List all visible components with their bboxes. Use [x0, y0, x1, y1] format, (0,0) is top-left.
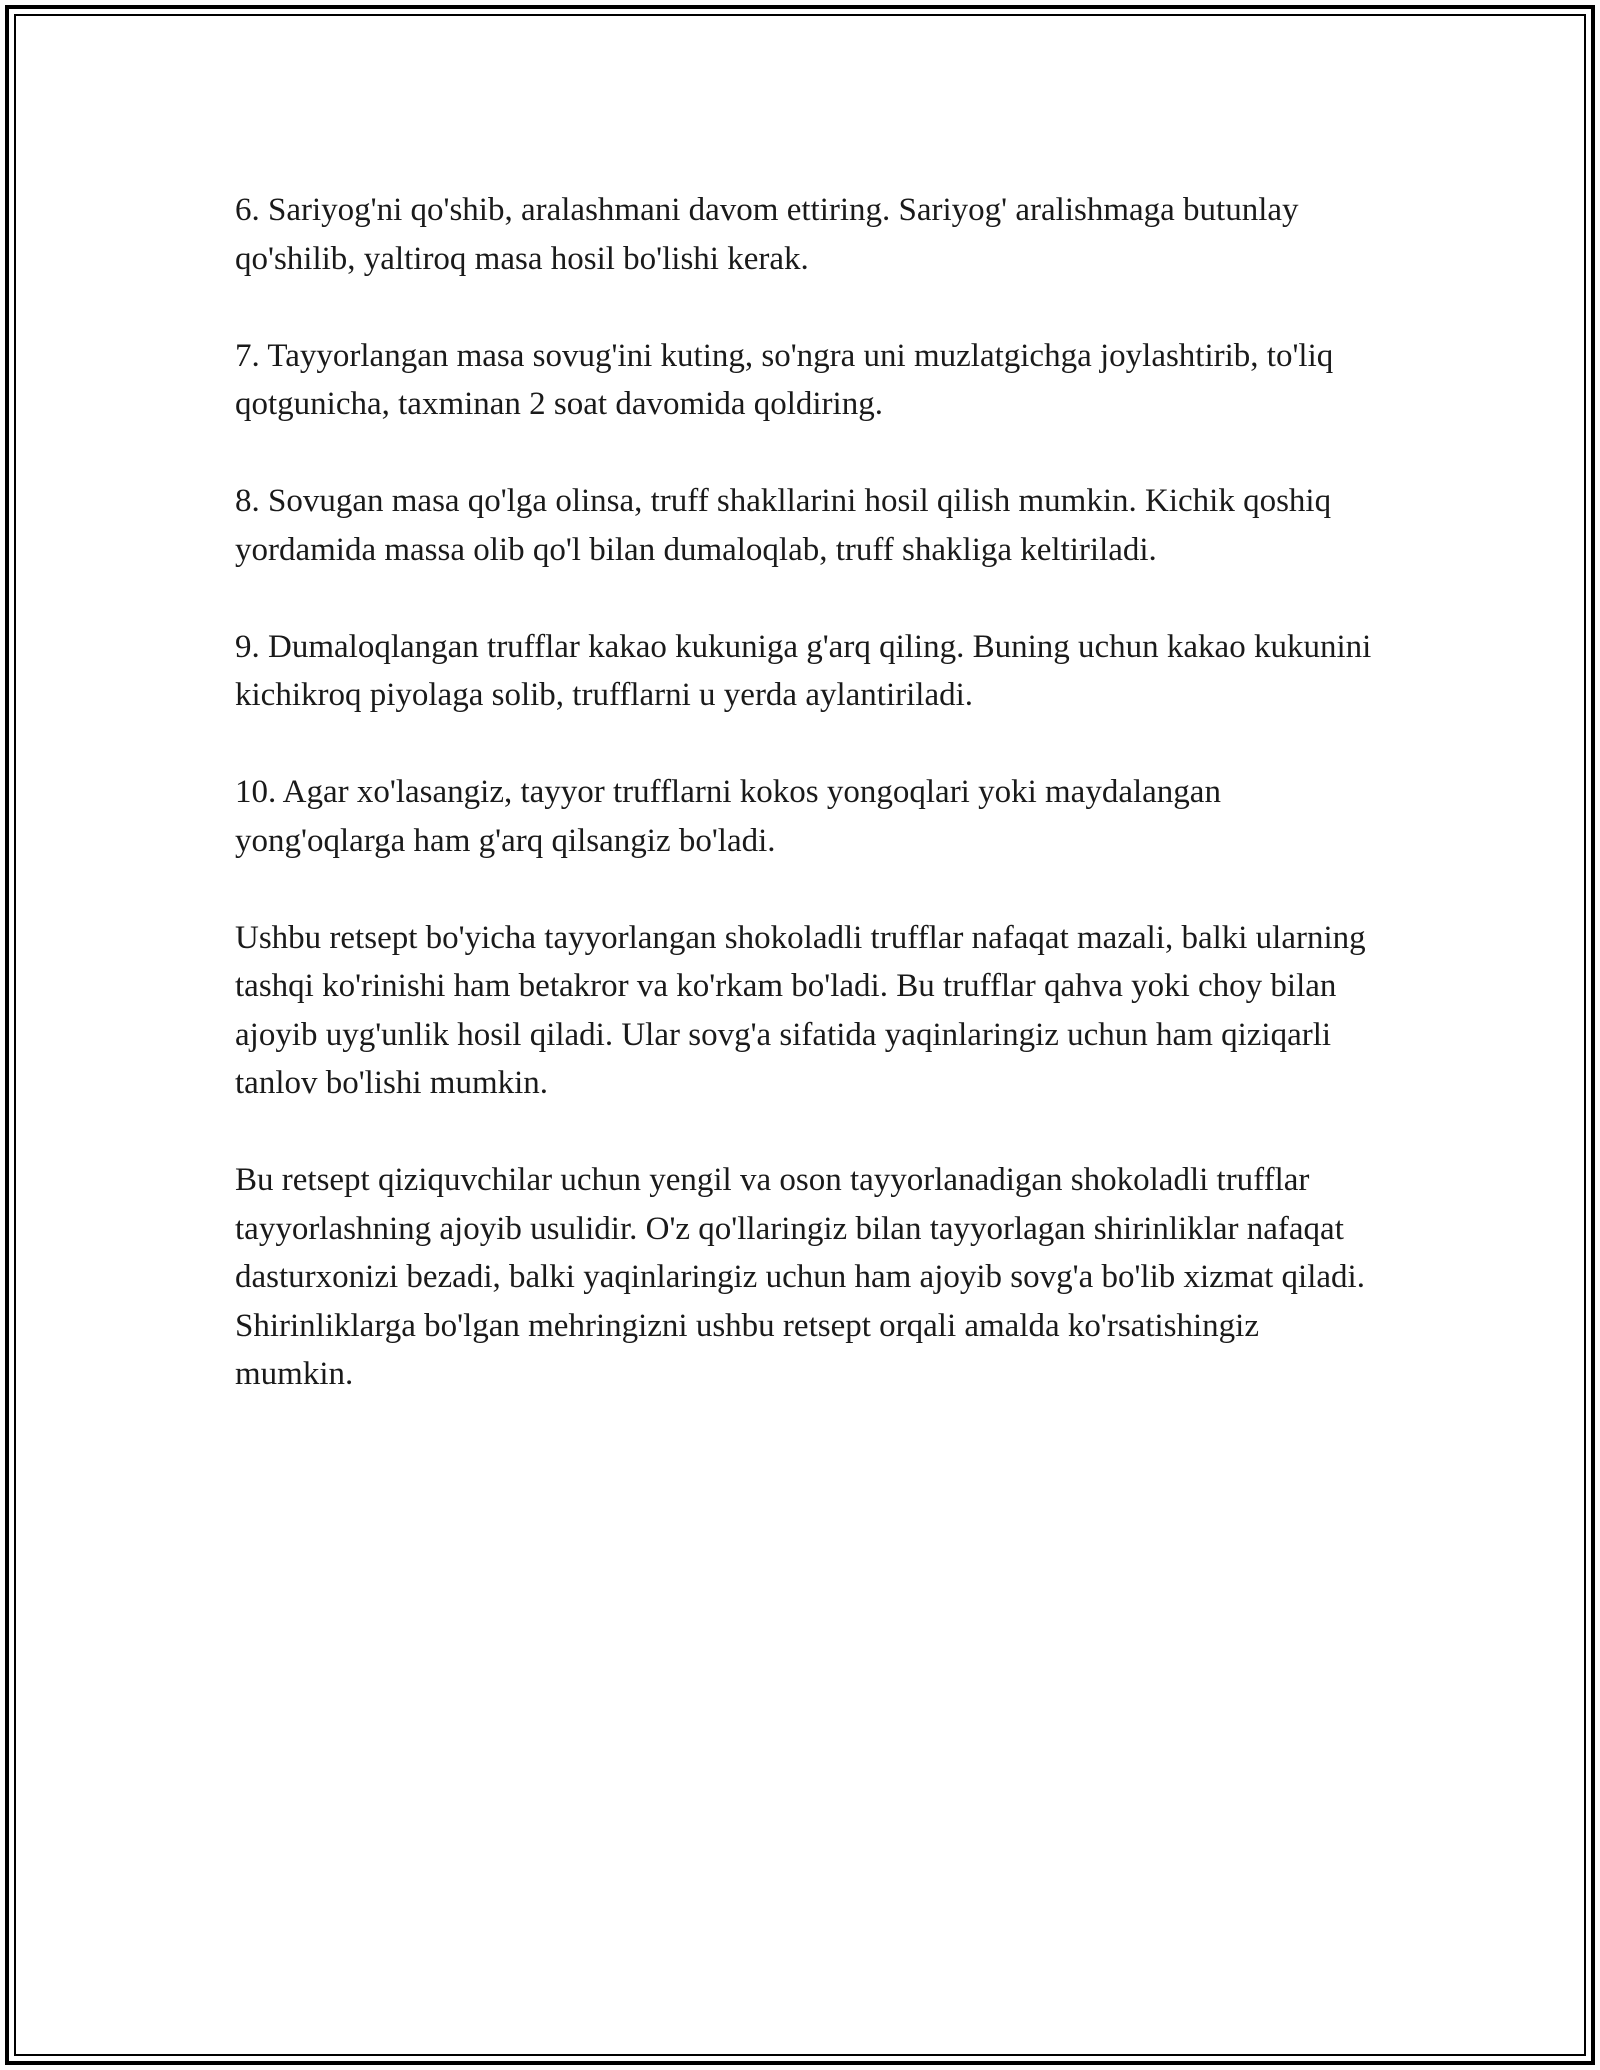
paragraph-step-10: 10. Agar xo'lasangiz, tayyor trufflarni kokos yongoqlari yoki maydalangan yong'oqlarga ham g'arq qilsangiz bo'ladi. — [235, 774, 1221, 859]
paragraph-summary: Ushbu retsept bo'yicha tayyorlangan shokoladli trufflar nafaqat mazali, balki ularning tashqi ko'rinishi ham betakror va ko'rkam bo'ladi. Bu trufflar qahva yoki choy bilan ajoyib uyg'unlik hosil qiladi. Ular sovg'a sifatida yaqinlaringiz uchun ham qiziqarli tanlov bo'lishi mumkin. — [235, 919, 1366, 1101]
paragraph-step-7: 7. Tayyorlangan masa sovug'ini kuting, so'ngra uni muzlatgichga joylashtirib, to'liq qotgunicha, taxminan 2 soat davomida qoldiring. — [235, 337, 1334, 422]
paragraph-step-8: 8. Sovugan masa qo'lga olinsa, truff shakllarini hosil qilish mumkin. Kichik qoshiq yordamida massa olib qo'l bilan dumaloqlab, truff shakliga keltiriladi. — [235, 483, 1332, 568]
paragraph-step-9: 9. Dumaloqlangan trufflar kakao kukuniga g'arq qiling. Buning uchun kakao kukunini kichikroq piyolaga solib, trufflarni u yerda aylantiriladi. — [235, 628, 1372, 713]
paragraph-conclusion: Bu retsept qiziquvchilar uchun yengil va oson tayyorlanadigan shokoladli trufflar tayyorlashning ajoyib usulidir. O'z qo'llaringiz bilan tayyorlagan shirinliklar nafaqat dasturxonizi bezadi, balki yaqinlaringiz uchun ham ajoyib sovg'a bo'lib xizmat qiladi. Shirinliklarga bo'lgan mehringizni ushbu retsept orqali amalda ko'rsatishingiz mumkin. — [235, 1162, 1365, 1392]
paragraph-step-6: 6. Sariyog'ni qo'shib, aralashmani davom ettiring. Sariyog' aralishmaga butunlay qo'shilib, yaltiroq masa hosil bo'lishi kerak. — [235, 192, 1299, 277]
document-body — [235, 186, 1375, 1447]
